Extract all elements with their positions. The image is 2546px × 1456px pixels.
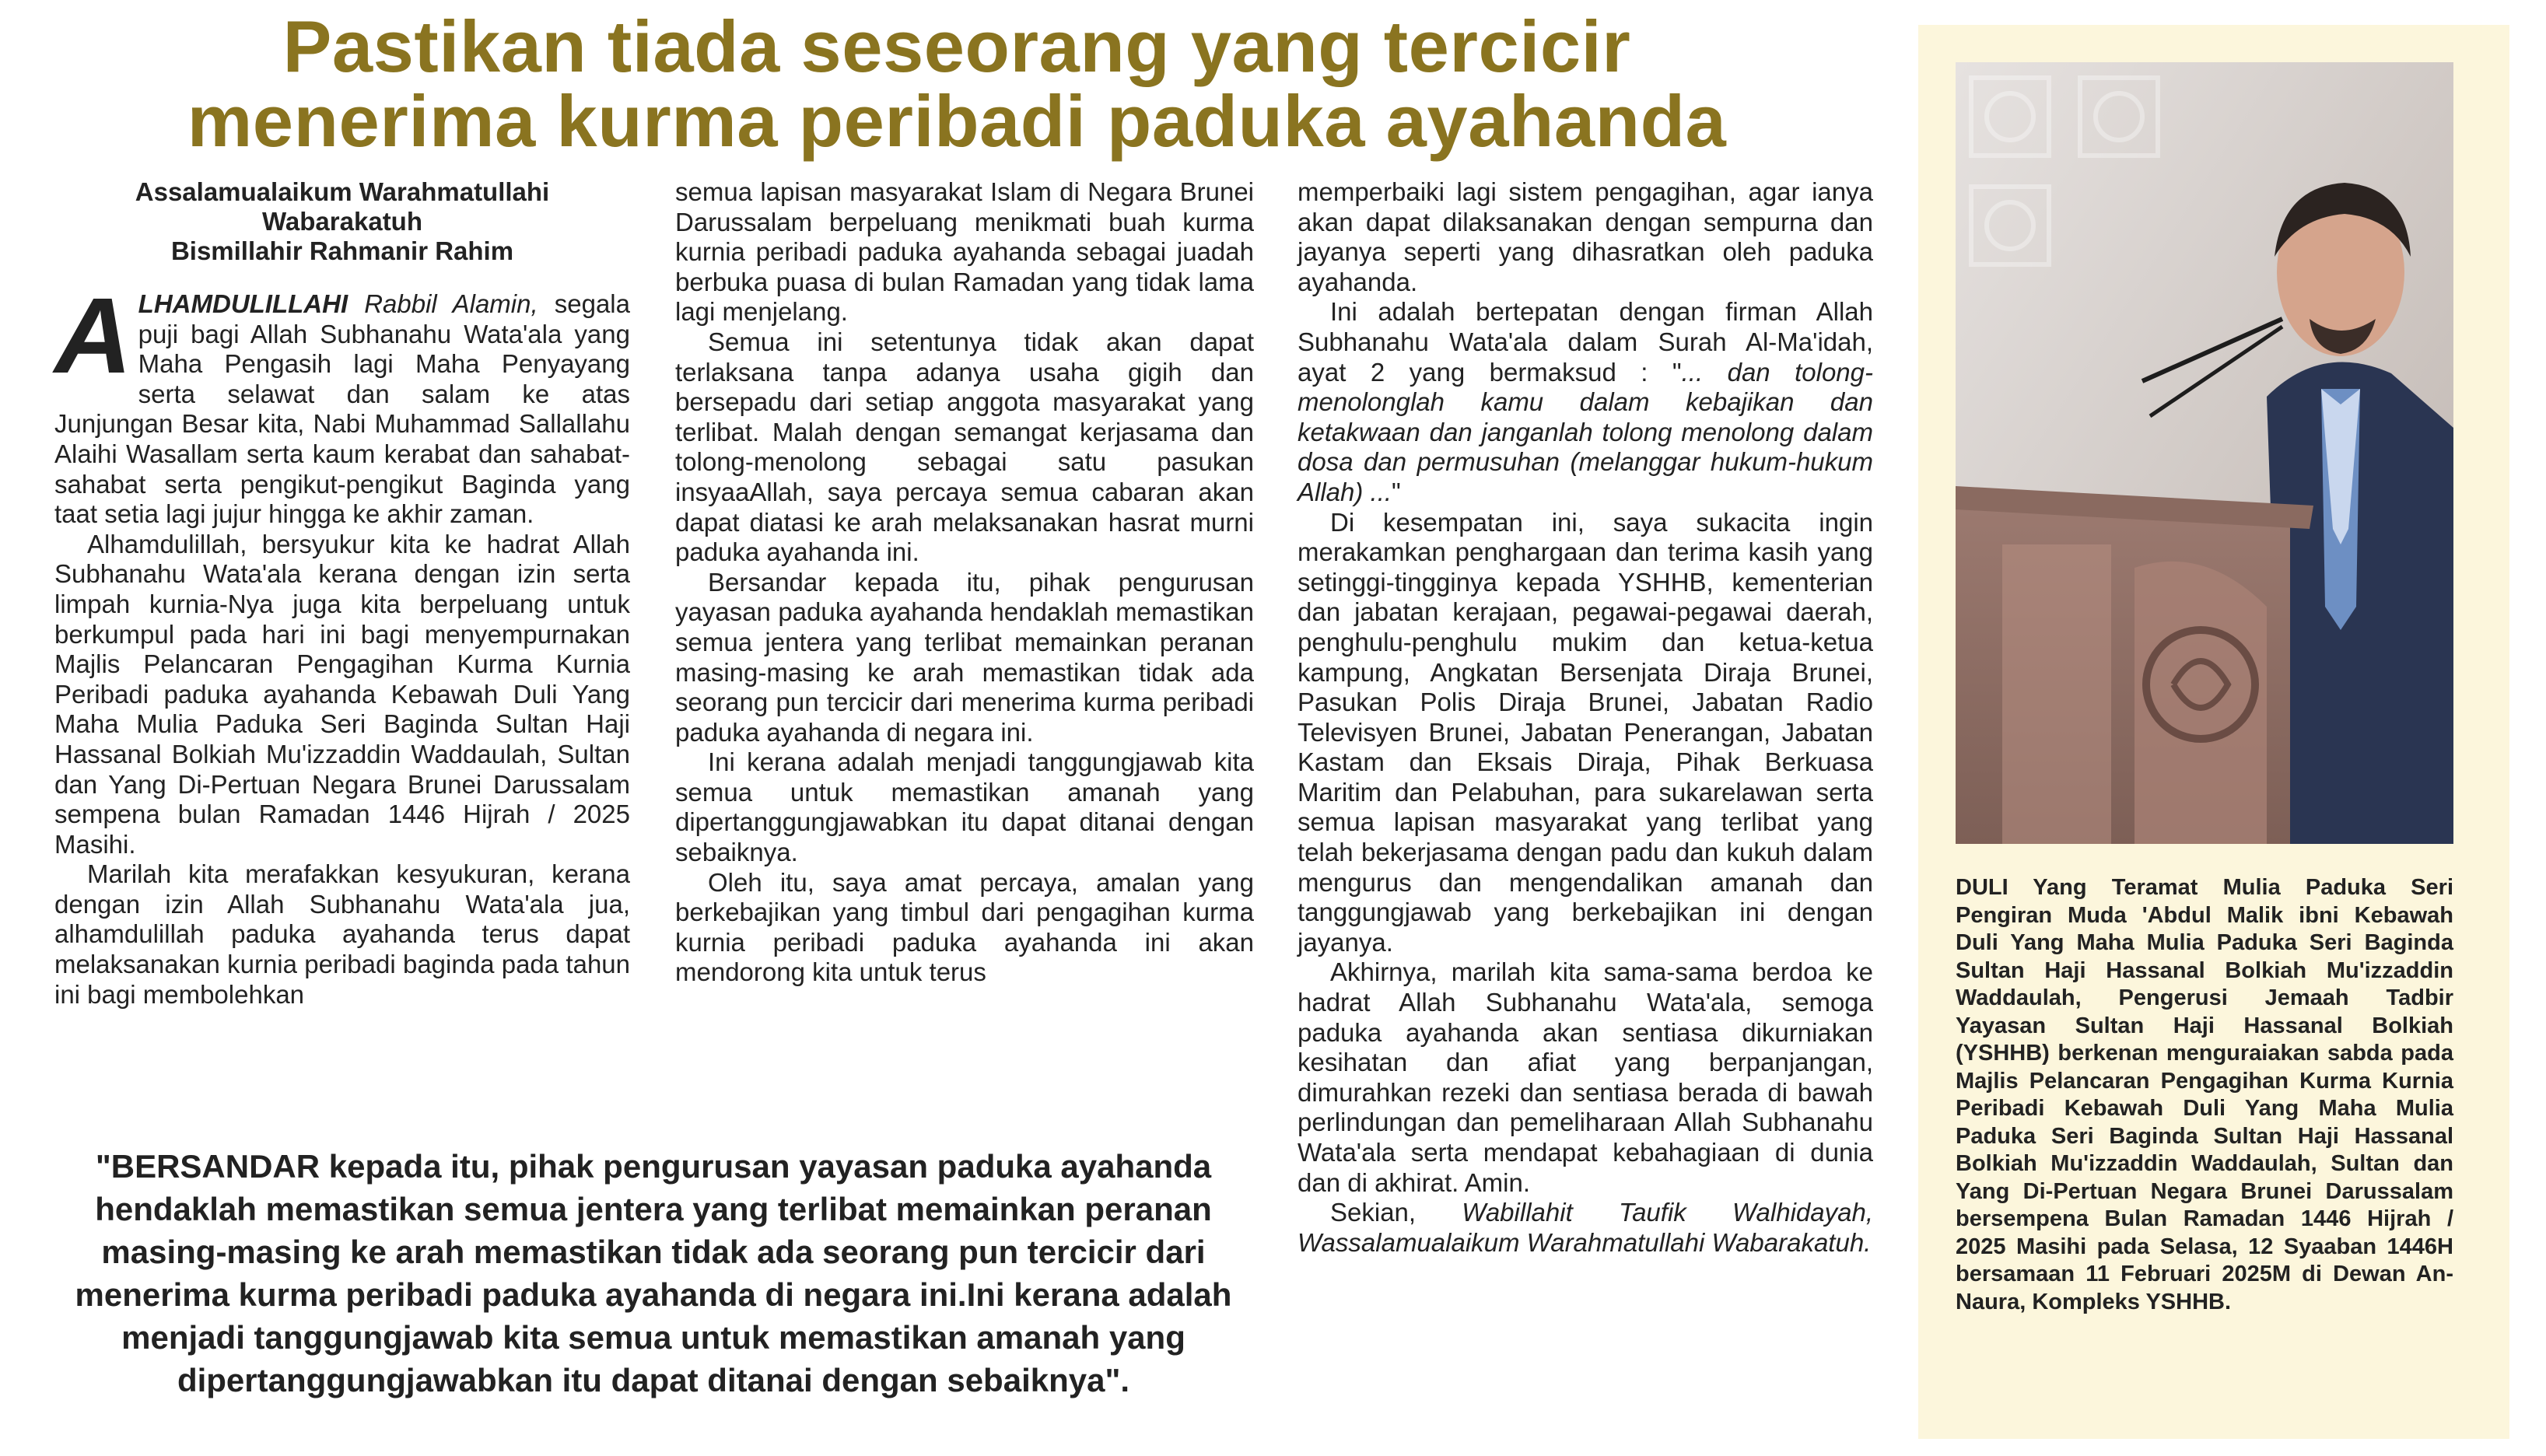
closing-italic-text: Wabillahit Taufik Walhidayah, Wassalamualaikum Warahmatullahi Wabarakatuh. [1298,1198,1873,1257]
article-paragraph-2: Alhamdulillah, bersyukur kita ke hadrat Allah Subhanahu Wata'ala kerana dengan izin serta limpah kurnia-Nya juga kita berpeluang untuk berkumpul pada hari ini bagi menyempurnakan Majlis Pelancaran Pengagihan Kurma Kurnia Peribadi paduka ayahanda Kebawah Duli Yang Maha Mulia Paduka Seri Baginda Sultan Haji Hassanal Bolkiah Mu'izzaddin Waddaulah, Sultan dan Yang Di-Pertuan Negara Brunei Darussalam sempena bulan Ramadan 1446 Hijrah / 2025 Masihi. [54,529,630,859]
salutation-line-3: Bismillahir Rahmanir Rahim [170,236,514,265]
article-paragraph-12: Akhirnya, marilah kita sama-sama berdoa ke hadrat Allah Subhanahu Wata'ala, semoga paduka ayahanda akan sentiasa dikurniakan kesihatan dan afiat yang berpanjangan, dimurahkan rezeki dan sentiasa berada di bawah perlindungan dan pemeliharaan Allah Subhanahu Wata'ala serta mendapat kebahagiaan di dunia dan di akhirat. Amin. [1298,957,1873,1197]
article-paragraph-11: Di kesempatan ini, saya sukacita ingin merakamkan penghargaan dan terima kasih yang setinggi-tingginya kepada YSHHB, kementerian dan jabatan kerajaan, pegawai-pegawai daerah, penghulu-penghulu mukim dan ketua-ketua kampung, Angkatan Bersenjata Diraja Brunei, Pasukan Polis Diraja Brunei, Jabatan Radio Televisyen Brunei, Jabatan Penerangan, Jabatan Kastam dan Eksais Diraja, Pihak Berkuasa Maritim dan Pelabuhan, para sukarelawan serta semua lapisan masyarakat yang terlibat yang telah bekerjasama dengan padu dan kukuh dalam mengurus dan mengendalikan amanah dan tanggungjawab yang berkebajikan ini dengan jayanya. [1298,507,1873,957]
lead-bold-text: LHAMDULILLAHI [138,289,348,318]
lead-italic-text: Rabbil Alamin, [348,289,538,318]
salutation-line-2: Wabarakatuh [262,207,422,236]
photo-caption: DULI Yang Teramat Mulia Paduka Seri Pengiran Muda 'Abdul Malik ibni Kebawah Duli Yang Maha Mulia Paduka Seri Baginda Sultan Haji Hassanal Bolkiah Mu'izzaddin Waddaulah, Pengerusi Jemaah Tadbir Yayasan Sultan Haji Hassanal Bolkiah (YSHHB) berkenan menguraiakan sabda pada Majlis Pelancaran Pengagihan Kurma Kurnia Peribadi Kebawah Duli Yang Maha Mulia Paduka Seri Baginda Sultan Haji Hassanal Bolkiah Mu'izzaddin Waddaulah, Sultan dan Yang Di-Pertuan Negara Brunei Darussalam bersempena Bulan Ramadan 1446 Hijrah / 2025 Masihi pada Selasa, 12 Syaaban 1446H bersamaan 11 Februari 2025M di Dewan An-Naura, Kompleks YSHHB. [1956,875,2453,1314]
drop-cap: A [54,276,132,396]
article-paragraph-13 [1298,1198,1873,1258]
speaker-photo [1956,62,2453,844]
article-paragraph-7: Ini kerana adalah menjadi tanggungjawab kita semua untuk memastikan amanah yang dipertanggungjawabkan itu dapat ditanai dengan sebaiknya. [675,747,1254,867]
article-paragraph-1 [54,276,630,530]
article-paragraph-9: memperbaiki lagi sistem pengagihan, agar ianya akan dapat dilaksanakan dengan sempurna dan jayanya seperti yang dihasratkan oleh paduka ayahanda. [1298,177,1873,296]
pull-quote: "BERSANDAR kepada itu, pihak pengurusan yayasan paduka ayahanda hendaklah memastikan semua jentera yang terlibat memainkan peranan masing-masing ke arah memastikan tidak ada seorang pun tercicir dari menerima kurma peribadi paduka ayahanda di negara ini.Ini kerana adalah menjadi tanggungjawab kita semua untuk memastikan amanah yang dipertanggungjawabkan itu dapat ditanai dengan sebaiknya". [75,1148,1232,1398]
article-paragraph-6: Bersandar kepada itu, pihak pengurusan yayasan paduka ayahanda hendaklah memastikan semua jentera yang terlibat memainkan peranan masing-masing ke arah memastikan tidak ada seorang pun tercicir dari menerima kurma peribadi paduka ayahanda di negara ini. [675,567,1254,747]
article-paragraph-3: Marilah kita merafakkan kesyukuran, kerana dengan izin Allah Subhanahu Wata'ala jua, alhamdulillah paduka ayahanda terus dapat melaksanakan kurnia peribadi baginda pada tahun ini bagi membolehkan [54,859,630,1009]
closing-plain-text: Sekian, [1330,1198,1462,1227]
article-column-3 [1298,177,1873,1258]
headline-line-2: menerima kurma peribadi paduka ayahanda [187,80,1727,162]
article-paragraph-5: Semua ini setentunya tidak akan dapat terlaksana tanpa adanya usaha gigih dan bersepadu dari setiap anggota masyarakat yang terlibat. Malah dengan semangat kerjasama dan tolong-menolong sebagai satu pasukan insyaaAllah, saya percaya semua cabaran akan dapat diatasi ke arah melaksanakan hasrat murni paduka ayahanda ini. [675,327,1254,567]
headline-line-1: Pastikan tiada seseorang yang tercicir [282,5,1631,87]
article-paragraph-4: semua lapisan masyarakat Islam di Negara Brunei Darussalam berpeluang menikmati buah kurma kurnia peribadi paduka ayahanda sebagai juadah berbuka puasa di bulan Ramadan yang tidak lama lagi menjelang. [675,177,1254,327]
headline [47,5,1867,162]
quran-close-quote: " [1392,477,1401,506]
article-column-1 [54,177,630,1010]
salutation-line-1: Assalamualaikum Warahmatullahi [135,177,550,206]
quran-verse-text: ... dan tolong-menolonglah kamu dalam kebajikan dan ketakwaan dan janganlah tolong menolong dalam dosa dan permusuhan (melanggar hukum-hukum Allah) ... [1298,357,1873,506]
salutation [54,177,630,266]
photo-sidebar [1918,25,2509,1439]
speaker-photo-illustration [1956,62,2453,844]
quran-intro-text: Ini adalah bertepatan dengan firman Allah Subhanahu Wata'ala dalam Surah Al-Ma'idah, ayat 2 yang bermaksud : " [1298,297,1873,387]
article-paragraph-10 [1298,297,1873,507]
article-paragraph-8: Oleh itu, saya amat percaya, amalan yang berkebajikan yang timbul dari pengagihan kurma kurnia peribadi paduka ayahanda ini akan mendorong kita untuk terus [675,867,1254,987]
paragraph-1-text: segala puji bagi Allah Subhanahu Wata'ala yang Maha Pengasih lagi Maha Penyayang serta selawat dan salam ke atas Junjungan Besar kita, Nabi Muhammad Sallallahu Alaihi Wasallam serta kaum kerabat dan sahabat-sahabat serta pengikut-pengikut Baginda yang taat setia lagi jujur hingga ke akhir zaman. [54,289,630,529]
article-column-2 [675,177,1254,988]
